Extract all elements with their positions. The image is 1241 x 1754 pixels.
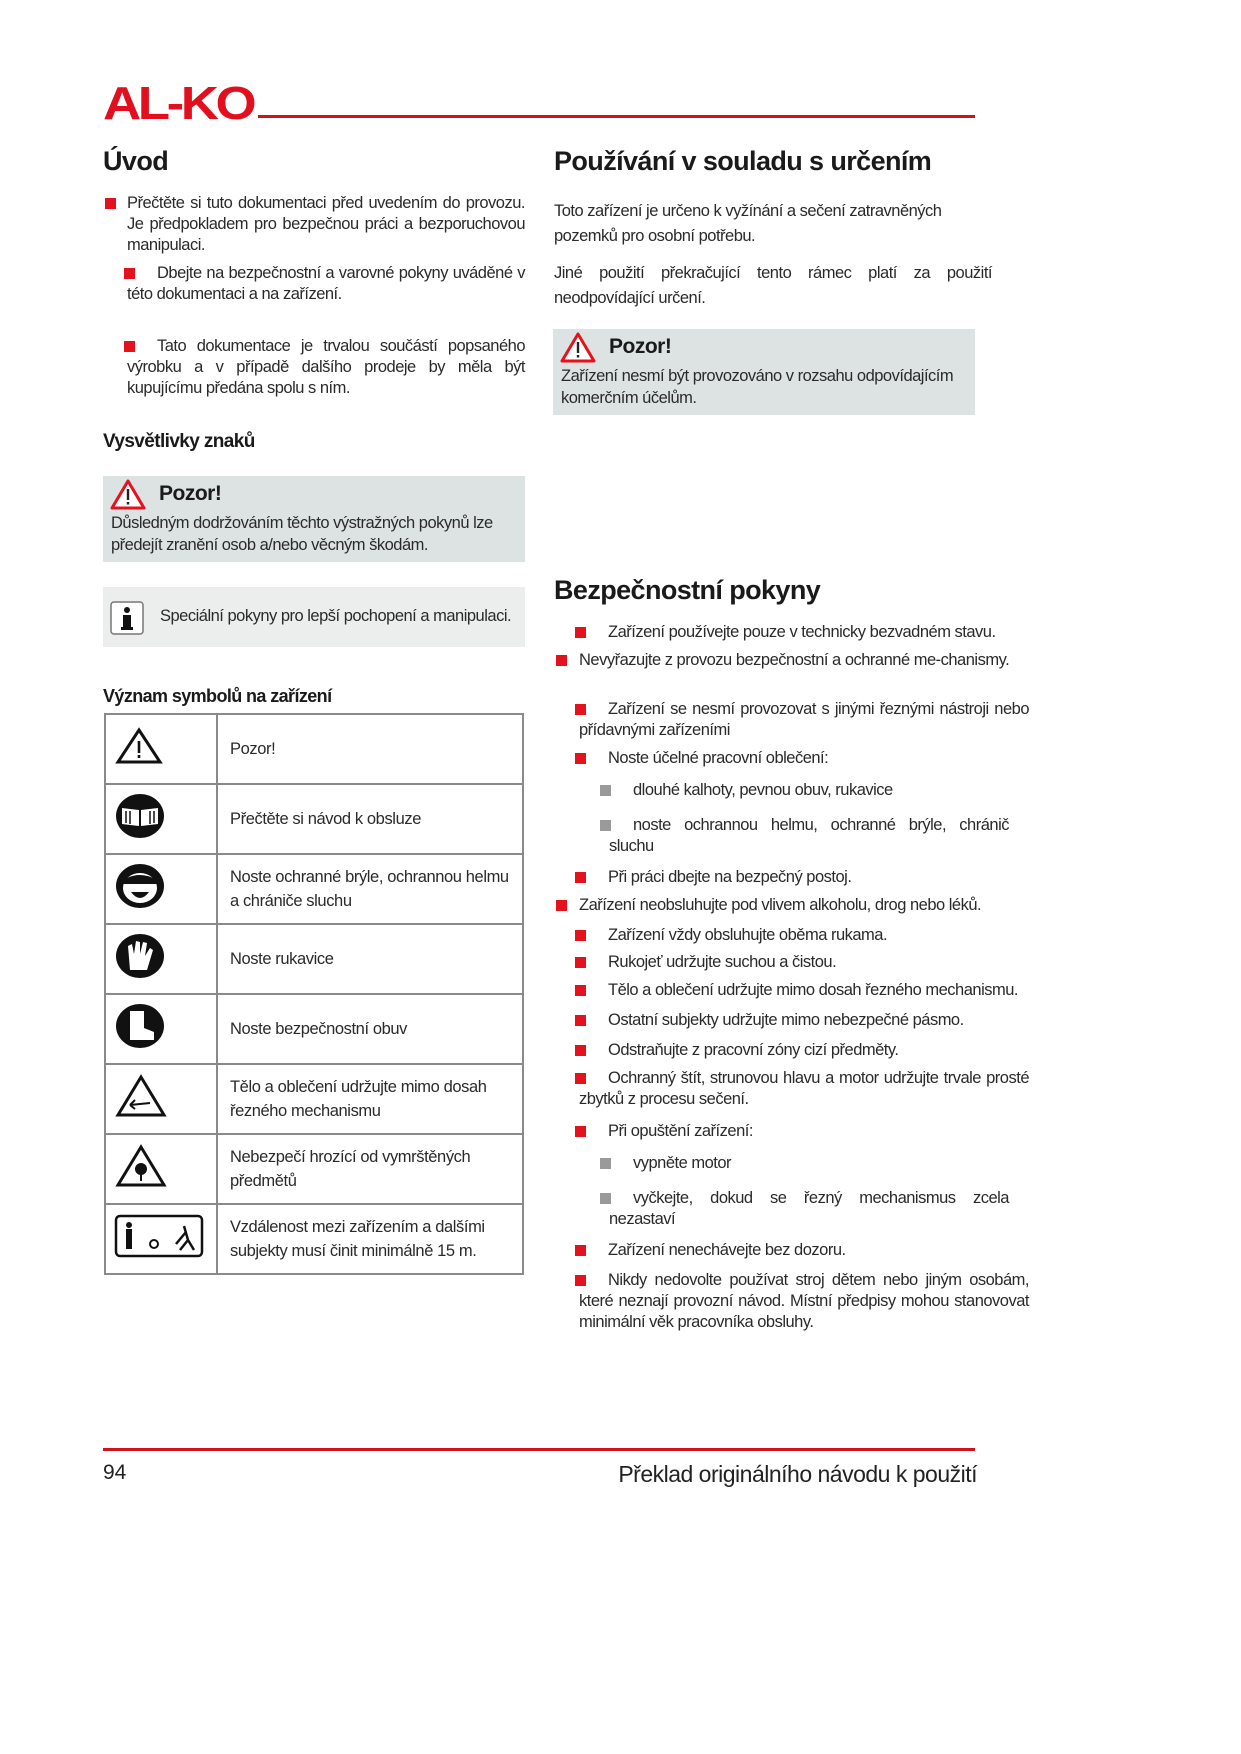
table-row [105, 1134, 523, 1204]
cutting-hazard-icon [114, 1073, 168, 1119]
safety-item-text: dlouhé kalhoty, pevnou obuv, rukavice [633, 781, 893, 799]
safety-item [579, 622, 1029, 643]
symbol-description: Noste bezpečnostní obuv [217, 994, 523, 1064]
bullet-icon [575, 704, 586, 715]
safety-item [579, 650, 1029, 671]
intended-use-paragraph: Toto zařízení je určeno k vyžínání a sečení zatravněných pozemků pro osobní potřebu. [554, 202, 942, 245]
info-text: Speciální pokyny pro lepší pochopení a manipulaci. [160, 607, 512, 625]
warning-triangle-icon [114, 726, 164, 766]
safety-item [579, 1068, 1029, 1110]
warning-icon [110, 478, 146, 510]
safety-item [579, 925, 1029, 946]
safety-item [579, 952, 1029, 973]
bullet-icon [124, 341, 135, 352]
symbol-description: Přečtěte si návod k obsluze [217, 784, 523, 854]
safety-item [579, 867, 1029, 888]
safety-item [579, 1270, 1029, 1333]
safety-item [579, 1010, 1029, 1031]
warning-text: Důsledným dodržováním těchto výstražných pokynů lze předejít zranění osob a/nebo věcným škodám. [111, 514, 493, 554]
read-manual-icon [114, 792, 166, 840]
table-row [105, 854, 523, 924]
safety-item-text: Nevyřazujte z provozu bezpečnostní a ochranné me-chanismy. [579, 651, 1010, 669]
bullet-icon [600, 785, 611, 796]
table-row [105, 714, 523, 784]
bullet-icon [600, 1193, 611, 1204]
safety-item [609, 780, 1009, 801]
bullet-icon [575, 957, 586, 968]
safety-distance-icon [114, 1214, 204, 1258]
bullet-icon [575, 930, 586, 941]
warning-icon [560, 331, 596, 363]
bullet-icon [556, 655, 567, 666]
safety-item-text: Zařízení vždy obsluhujte oběma rukama. [608, 926, 888, 944]
symbols-table [104, 713, 524, 1275]
warning-title: Pozor! [159, 482, 222, 505]
symbol-description: Noste rukavice [217, 924, 523, 994]
symbol-description: Pozor! [217, 714, 523, 784]
safety-item [579, 699, 1029, 741]
bullet-icon [575, 872, 586, 883]
table-row [105, 784, 523, 854]
bullet-icon [575, 1015, 586, 1026]
intro-item: Tato dokumentace je trvalou součástí popsaného výrobku a v případě dalšího prodeje by měla být kupujícímu předána spolu s ním. [127, 336, 525, 399]
intended-use-title: Používání v souladu s určením [554, 146, 932, 176]
safety-item [579, 1040, 1029, 1061]
warning-title: Pozor! [609, 335, 672, 358]
safety-item-text: Ochranný štít, strunovou hlavu a motor udržujte trvale prosté zbytků z procesu sečení. [579, 1069, 1029, 1108]
safety-item-text: vypněte motor [633, 1154, 732, 1172]
footer-rule [103, 1448, 975, 1451]
safety-item-text: vyčkejte, dokud se řezný mechanismus zcela nezastaví [609, 1189, 1009, 1228]
bullet-icon [600, 820, 611, 831]
table-row [105, 1064, 523, 1134]
safety-item-text: Zařízení nenechávejte bez dozoru. [608, 1241, 846, 1259]
bullet-icon [575, 627, 586, 638]
safety-item [609, 815, 1009, 857]
safety-item-text: Při práci dbejte na bezpečný postoj. [608, 868, 852, 886]
bullet-icon [600, 1158, 611, 1169]
safety-item [609, 1188, 1009, 1230]
safety-item-text: Tělo a oblečení udržujte mimo dosah řezného mechanismu. [608, 981, 1018, 999]
symbol-description: Nebezpečí hrozící od vymrštěných předmětů [217, 1134, 523, 1204]
safety-boots-icon [114, 1002, 166, 1050]
footer-title: Překlad originálního návodu k použití [618, 1461, 977, 1487]
intended-use-warning-box [553, 329, 975, 415]
bullet-icon [575, 985, 586, 996]
warning-text: Zařízení nesmí být provozováno v rozsahu odpovídajícím komerčním účelům. [561, 367, 954, 407]
safety-item-text: Rukojeť udržujte suchou a čistou. [608, 953, 837, 971]
legend-warning-box [103, 476, 525, 562]
intro-item: Přečtěte si tuto dokumentaci před uvedením do provozu. Je předpokladem pro bezpečnou práci a bezporuchovou manipulaci. [127, 193, 525, 256]
bullet-icon [105, 198, 116, 209]
table-row [105, 1204, 523, 1274]
symbol-description: Tělo a oblečení udržujte mimo dosah řezného mechanismu [217, 1064, 523, 1134]
page-number: 94 [103, 1461, 127, 1484]
bullet-icon [575, 753, 586, 764]
safety-item [579, 1121, 1029, 1142]
intended-use-paragraph: Jiné použití překračující tento rámec platí za použití neodpovídající určení. [554, 264, 992, 307]
safety-item [579, 748, 1029, 769]
alko-logo: AL-KO [103, 77, 254, 129]
safety-item-text: Zařízení se nesmí provozovat s jinými řeznými nástroji nebo přídavnými zařízeními [579, 700, 1029, 739]
bullet-icon [575, 1245, 586, 1256]
symbol-description: Vzdálenost mezi zařízením a dalšími subjekty musí činit minimálně 15 m. [217, 1204, 523, 1274]
legend-title: Vysvětlivky znaků [103, 431, 255, 452]
safety-item [579, 1240, 1029, 1261]
safety-item-text: Odstraňujte z pracovní zóny cizí předměty. [608, 1041, 899, 1059]
table-row [105, 994, 523, 1064]
safety-item-text: Noste účelné pracovní oblečení: [608, 749, 829, 767]
safety-title: Bezpečnostní pokyny [554, 575, 821, 605]
legend-info-box [103, 587, 525, 647]
bullet-icon [575, 1045, 586, 1056]
safety-item [579, 895, 1029, 916]
bullet-icon [575, 1126, 586, 1137]
safety-item [579, 980, 1029, 1001]
gloves-icon [114, 932, 166, 980]
intro-title: Úvod [103, 146, 169, 176]
safety-item-text: Ostatní subjekty udržujte mimo nebezpečné pásmo. [608, 1011, 964, 1029]
bullet-icon [124, 268, 135, 279]
safety-item-text: Zařízení neobsluhujte pod vlivem alkoholu, drog nebo léků. [579, 896, 982, 914]
header-rule [258, 115, 975, 118]
safety-item-text: Zařízení používejte pouze v technicky bezvadném stavu. [608, 623, 996, 641]
symbols-title: Význam symbolů na zařízení [103, 686, 332, 706]
table-row [105, 924, 523, 994]
safety-item-text: noste ochrannou helmu, ochranné brýle, chránič sluchu [609, 816, 1009, 855]
safety-item [609, 1153, 1009, 1174]
bullet-icon [575, 1073, 586, 1084]
info-icon [110, 601, 144, 635]
bullet-icon [575, 1275, 586, 1286]
flying-objects-icon [114, 1143, 168, 1189]
symbol-description: Noste ochranné brýle, ochrannou helmu a chrániče sluchu [217, 854, 523, 924]
safety-item-text: Nikdy nedovolte používat stroj dětem nebo jiným osobám, které neznají provozní návod. Místní předpisy mohou stanovovat minimální věk pracovníka obsluhy. [579, 1271, 1029, 1331]
bullet-icon [556, 900, 567, 911]
safety-item-text: Při opuštění zařízení: [608, 1122, 753, 1140]
protective-gear-icon [114, 862, 166, 910]
intro-item: Dbejte na bezpečnostní a varovné pokyny uváděné v této dokumentaci a na zařízení. [127, 263, 525, 305]
